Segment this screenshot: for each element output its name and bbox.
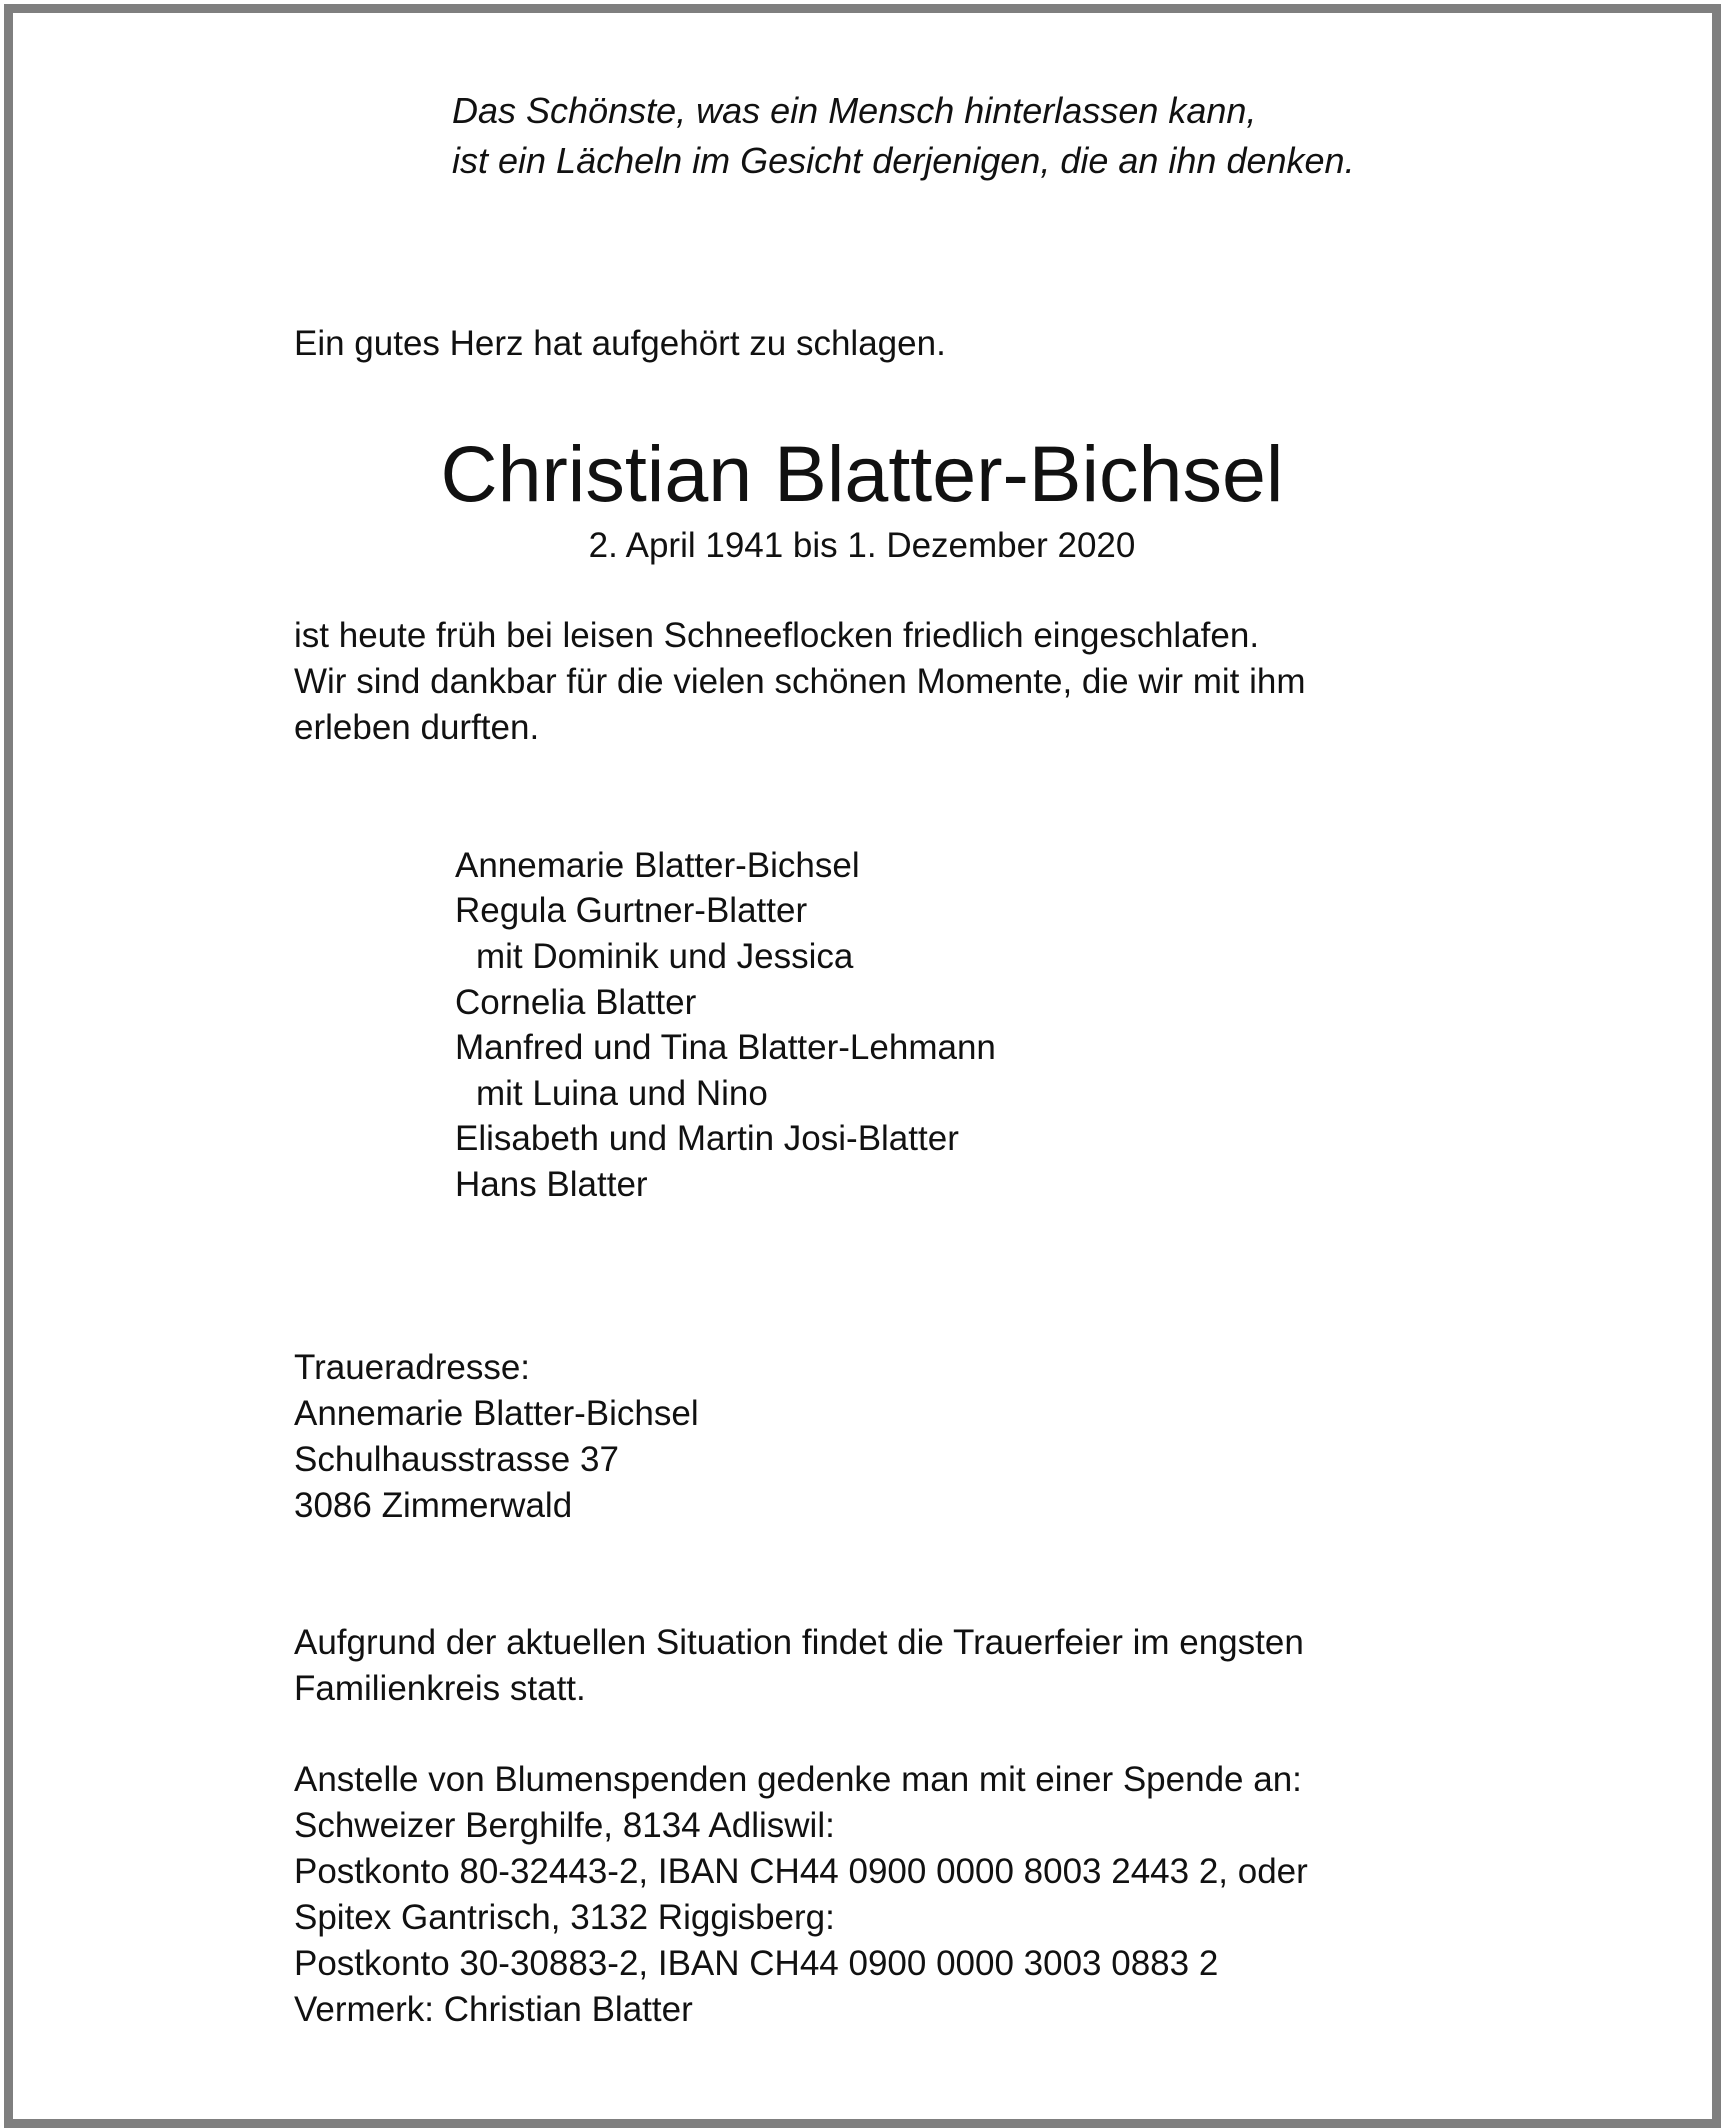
deceased-name: Christian Blatter-Bichsel [440, 429, 1284, 518]
donation-line: Schweizer Berghilfe, 8134 Adliswil: [294, 1806, 835, 1845]
address-line: Annemarie Blatter-Bichsel [294, 1394, 699, 1433]
donation-line: Postkonto 30-30883-2, IBAN CH44 0900 0000 3003 0883 2 [294, 1944, 1219, 1983]
family-member: Manfred und Tina Blatter-Lehmann [455, 1028, 996, 1067]
ceremony-line: Familienkreis statt. [294, 1669, 586, 1708]
message-line: Wir sind dankbar für die vielen schönen Momente, die wir mit ihm [294, 662, 1306, 701]
intro-text: Ein gutes Herz hat aufgehört zu schlagen. [294, 324, 946, 363]
message-line: ist heute früh bei leisen Schneeflocken friedlich eingeschlafen. [294, 616, 1260, 655]
quote-line: Das Schönste, was ein Mensch hinterlassen kann, [452, 90, 1257, 131]
family-member-children: mit Luina und Nino [476, 1074, 768, 1113]
message-line: erleben durften. [294, 708, 540, 747]
family-member: Regula Gurtner-Blatter [455, 891, 808, 930]
donation-line: Anstelle von Blumenspenden gedenke man mit einer Spende an: [294, 1760, 1302, 1799]
address-label: Traueradresse: [294, 1348, 531, 1387]
family-member-children: mit Dominik und Jessica [476, 937, 854, 976]
family-member: Annemarie Blatter-Bichsel [455, 846, 860, 885]
family-member: Hans Blatter [455, 1165, 648, 1204]
quote-line: ist ein Lächeln im Gesicht derjenigen, die an ihn denken. [452, 140, 1355, 181]
ceremony-line: Aufgrund der aktuellen Situation findet die Trauerfeier im engsten [294, 1623, 1304, 1662]
life-dates: 2. April 1941 bis 1. Dezember 2020 [588, 526, 1136, 565]
address-line: Schulhausstrasse 37 [294, 1440, 619, 1479]
family-member: Cornelia Blatter [455, 983, 697, 1022]
address-line: 3086 Zimmerwald [294, 1486, 573, 1525]
donation-line: Vermerk: Christian Blatter [294, 1990, 693, 2029]
donation-line: Spitex Gantrisch, 3132 Riggisberg: [294, 1898, 835, 1937]
donation-line: Postkonto 80-32443-2, IBAN CH44 0900 0000 8003 2443 2, oder [294, 1852, 1308, 1891]
family-member: Elisabeth und Martin Josi-Blatter [455, 1119, 959, 1158]
